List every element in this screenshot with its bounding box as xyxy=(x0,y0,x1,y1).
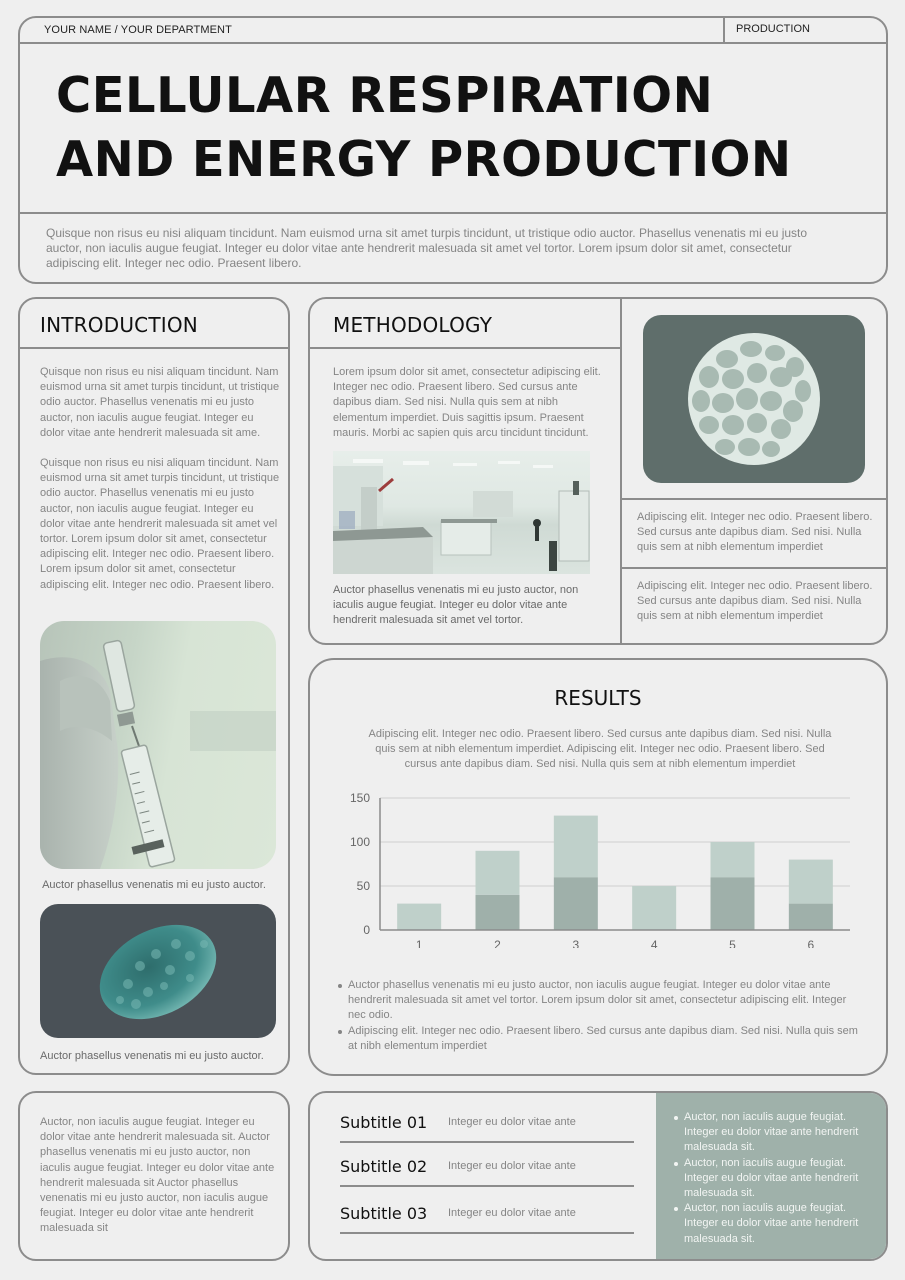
x-tick-label: 6 xyxy=(807,938,815,948)
bar-segment xyxy=(711,842,755,877)
highlight-bullet: Auctor, non iaculis augue feugiat. Integer eu dolor vitae ante hendrerit malesuada sit. xyxy=(684,1201,874,1247)
introduction-card xyxy=(18,297,290,1075)
x-tick-label: 3 xyxy=(572,938,580,948)
methodology-title: METHODOLOGY xyxy=(333,313,493,337)
subtitle-title: Subtitle 02 xyxy=(340,1157,428,1176)
subtitle-desc: Integer eu dolor vitae ante xyxy=(448,1160,576,1172)
results-bar-chart xyxy=(332,788,862,948)
subtitle-row xyxy=(340,1097,634,1143)
header-card xyxy=(18,16,888,284)
laboratory-image xyxy=(333,451,590,574)
subtitles-highlight-panel xyxy=(656,1093,888,1259)
results-bullet-list xyxy=(348,978,858,1054)
introduction-paragraph-2: Quisque non risus eu nisi aliquam tincidunt. Nam euismod urna sit amet turpis tincidunt, ut tristique odio auctor. Phasellus venenatis mi eu justo auctor, non iaculis augue feugiat. Integer eu dolor vitae ante hendrerit malesuada sit amet vel tortor. Lorem ipsum dolor sit amet, consectetur adipiscing elit. Integer nec odio. Praesent libero. Lorem ipsum dolor sit amet, consectetur adipiscing elit. Integer nec odio. Praesent libero. xyxy=(40,457,280,591)
highlight-bullet-list xyxy=(684,1110,874,1247)
bar-segment xyxy=(632,886,676,930)
laboratory-icon xyxy=(333,451,590,574)
bacterium-caption: Auctor phasellus venenatis mi eu justo auctor. xyxy=(40,1050,264,1062)
subtitle-title: Subtitle 03 xyxy=(340,1204,428,1223)
tag-cell xyxy=(723,18,888,42)
introduction-header xyxy=(20,299,288,349)
bar-segment xyxy=(554,877,598,930)
syringe-caption: Auctor phasellus venenatis mi eu justo auctor. xyxy=(42,879,266,891)
methodology-side-text-1-section xyxy=(622,498,888,569)
syringe-icon xyxy=(40,621,276,869)
bar-segment xyxy=(476,895,520,930)
subtitle-row xyxy=(340,1141,634,1187)
note-text: Auctor, non iaculis augue feugiat. Integer eu dolor vitae ante hendrerit malesuada sit. Auctor phasellus venenatis mi eu justo auctor, non iaculis augue feugiat. Integer eu dolor vitae ante hendrerit malesuada sit Auctor phasellus venenatis mi eu justo auctor, non iaculis augue feugiat. Integer eu dolor vitae ante hendrerit malesuada sit xyxy=(40,1116,275,1235)
introduction-title: INTRODUCTION xyxy=(40,313,198,337)
x-tick-label: 2 xyxy=(494,938,501,948)
y-tick-label: 0 xyxy=(363,923,370,937)
bacterium-image xyxy=(40,904,276,1038)
bar-segment xyxy=(711,877,755,930)
methodology-side-text-2-section xyxy=(622,569,888,645)
methodology-side xyxy=(622,299,888,643)
bacterium-icon xyxy=(40,904,276,1038)
title-line-1: CELLULAR RESPIRATION xyxy=(56,67,714,124)
title-line-2: AND ENERGY PRODUCTION xyxy=(56,131,792,188)
cell-sphere-icon xyxy=(643,315,865,483)
y-tick-label: 50 xyxy=(356,879,370,893)
subtitle-row xyxy=(340,1188,634,1234)
results-bullet: Auctor phasellus venenatis mi eu justo auctor, non iaculis augue feugiat. Integer eu dolor vitae ante hendrerit malesuada sit amet vel tortor. Lorem ipsum dolor sit amet, consectetur adipiscing elit. Integer nec odio. xyxy=(348,978,858,1024)
subtitle-title: Subtitle 01 xyxy=(340,1113,428,1132)
results-bullet: Adipiscing elit. Integer nec odio. Praesent libero. Sed cursus ante dapibus diam. Sed nisi. Nulla quis sem at nibh elementum imperdiet xyxy=(348,1024,858,1054)
y-tick-label: 100 xyxy=(349,835,370,849)
results-card xyxy=(308,658,888,1076)
subtitles-card xyxy=(308,1091,888,1261)
note-card xyxy=(18,1091,290,1261)
y-tick-label: 150 xyxy=(349,791,370,805)
highlight-bullet: Auctor, non iaculis augue feugiat. Integer eu dolor vitae ante hendrerit malesuada sit. xyxy=(684,1156,874,1202)
highlight-bullet: Auctor, non iaculis augue feugiat. Integer eu dolor vitae ante hendrerit malesuada sit. xyxy=(684,1110,874,1156)
methodology-side-text-1: Adipiscing elit. Integer nec odio. Praesent libero. Sed cursus ante dapibus diam. Sed nisi. Nulla quis sem at nibh elementum imperdiet xyxy=(637,511,873,554)
methodology-side-text-2: Adipiscing elit. Integer nec odio. Praesent libero. Sed cursus ante dapibus diam. Sed nisi. Nulla quis sem at nibh elementum imperdiet xyxy=(637,580,873,623)
x-tick-label: 5 xyxy=(729,938,736,948)
introduction-paragraph-1: Quisque non risus eu nisi aliquam tincidunt. Nam euismod urna sit amet turpis tincidunt, ut tristique odio auctor. Phasellus venenatis mi eu justo auctor, non iaculis augue feugiat. Integer eu dolor vitae ante hendrerit malesuada sit ame. xyxy=(40,366,280,439)
bar-segment xyxy=(789,860,833,904)
stacked-bar-chart xyxy=(332,788,862,948)
methodology-caption: Auctor phasellus venenatis mi eu justo auctor, non iaculis augue feugiat. Integer eu dolor vitae ante hendrerit malesuada sit amet vel tortor. xyxy=(333,584,579,627)
subtitle-desc: Integer eu dolor vitae ante xyxy=(448,1207,576,1219)
header-description-section xyxy=(20,212,886,284)
department-label: YOUR NAME / YOUR DEPARTMENT xyxy=(44,24,232,36)
methodology-card xyxy=(308,297,888,645)
bar-segment xyxy=(789,904,833,930)
results-description: Adipiscing elit. Integer nec odio. Praesent libero. Sed cursus ante dapibus diam. Sed nisi. Nulla quis sem at nibh elementum imperdiet. Adipiscing elit. Integer nec odio. Praesent libero. Sed cursus ante dapibus diam. Sed nisi. Nulla quis sem at nibh elementum imperdiet xyxy=(368,728,832,771)
x-tick-label: 1 xyxy=(415,938,423,948)
tag-label: PRODUCTION xyxy=(736,23,810,35)
cell-sphere-image xyxy=(643,315,865,483)
methodology-paragraph: Lorem ipsum dolor sit amet, consectetur adipiscing elit. Integer nec odio. Praesent libero. Sed cursus ante dapibus diam. Sed nisi. Nulla quis sem at nibh elementum imperdiet. Duis sagittis ipsum. Praesent mauris. Morbi ac sapien quis arcu tincidunt tincidunt. xyxy=(333,366,601,439)
syringe-image xyxy=(40,621,276,869)
header-description: Quisque non risus eu nisi aliquam tincidunt. Nam euismod urna sit amet turpis tincidunt, ut tristique odio auctor. Phasellus venenatis mi eu justo auctor, non iaculis augue feugiat. Integer eu dolor vitae ante hendrerit malesuada sit amet vel tortor. Lorem ipsum dolor sit amet, consectetur adipiscing elit. Integer nec odio. Praesent libero. xyxy=(46,226,808,270)
x-tick-label: 4 xyxy=(650,938,658,948)
methodology-main xyxy=(310,299,622,643)
header-topbar xyxy=(20,18,886,44)
results-title: RESULTS xyxy=(554,686,642,710)
bar-segment xyxy=(554,816,598,878)
methodology-header xyxy=(310,299,620,349)
bar-segment xyxy=(397,904,441,930)
bar-segment xyxy=(476,851,520,895)
page-title xyxy=(56,64,792,192)
subtitle-desc: Integer eu dolor vitae ante xyxy=(448,1116,576,1128)
